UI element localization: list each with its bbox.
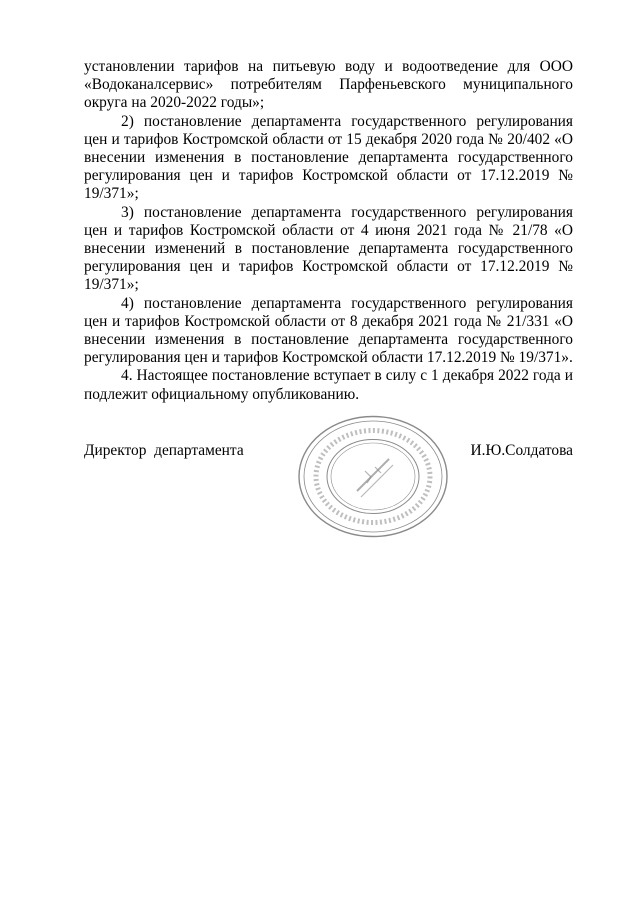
paragraph-continuation: установлении тарифов на питьевую воду и водоотведение для ООО «Водоканалсервис» потребителям Парфеньевского муниципального округа на 2020-2022 годы»; (84, 58, 573, 112)
paragraph-item-3: 3) постановление департамента государственного регулирования цен и тарифов Костромской области от 4 июня 2021 года № 21/78 «О внесении изменений в постановление департамента государственного регулирования цен и тарифов Костромской области от 17.12.2019 № 19/371»; (84, 203, 573, 294)
paragraph-item-2: 2) постановление департамента государственного регулирования цен и тарифов Костромской области от 15 декабря 2020 года № 20/402 «О внесении изменения в постановление департамента государственного регулирования цен и тарифов Костромской области от 17.12.2019 № 19/371»; (84, 112, 573, 203)
document-body (84, 58, 573, 404)
round-official-seal-icon (295, 413, 451, 540)
signatory-position: Директор департамента (84, 442, 244, 459)
paragraph-clause-4: 4. Настоящее постановление вступает в силу с 1 декабря 2022 года и подлежит официальному опубликованию. (84, 367, 573, 403)
paragraph-item-4: 4) постановление департамента государственного регулирования цен и тарифов Костромской области от 8 декабря 2021 года № 21/331 «О внесении изменения в постановление департамента государственного регулирования цен и тарифов Костромской области 17.12.2019 № 19/371». (84, 294, 573, 367)
signatory-name: И.Ю.Солдатова (470, 442, 573, 459)
